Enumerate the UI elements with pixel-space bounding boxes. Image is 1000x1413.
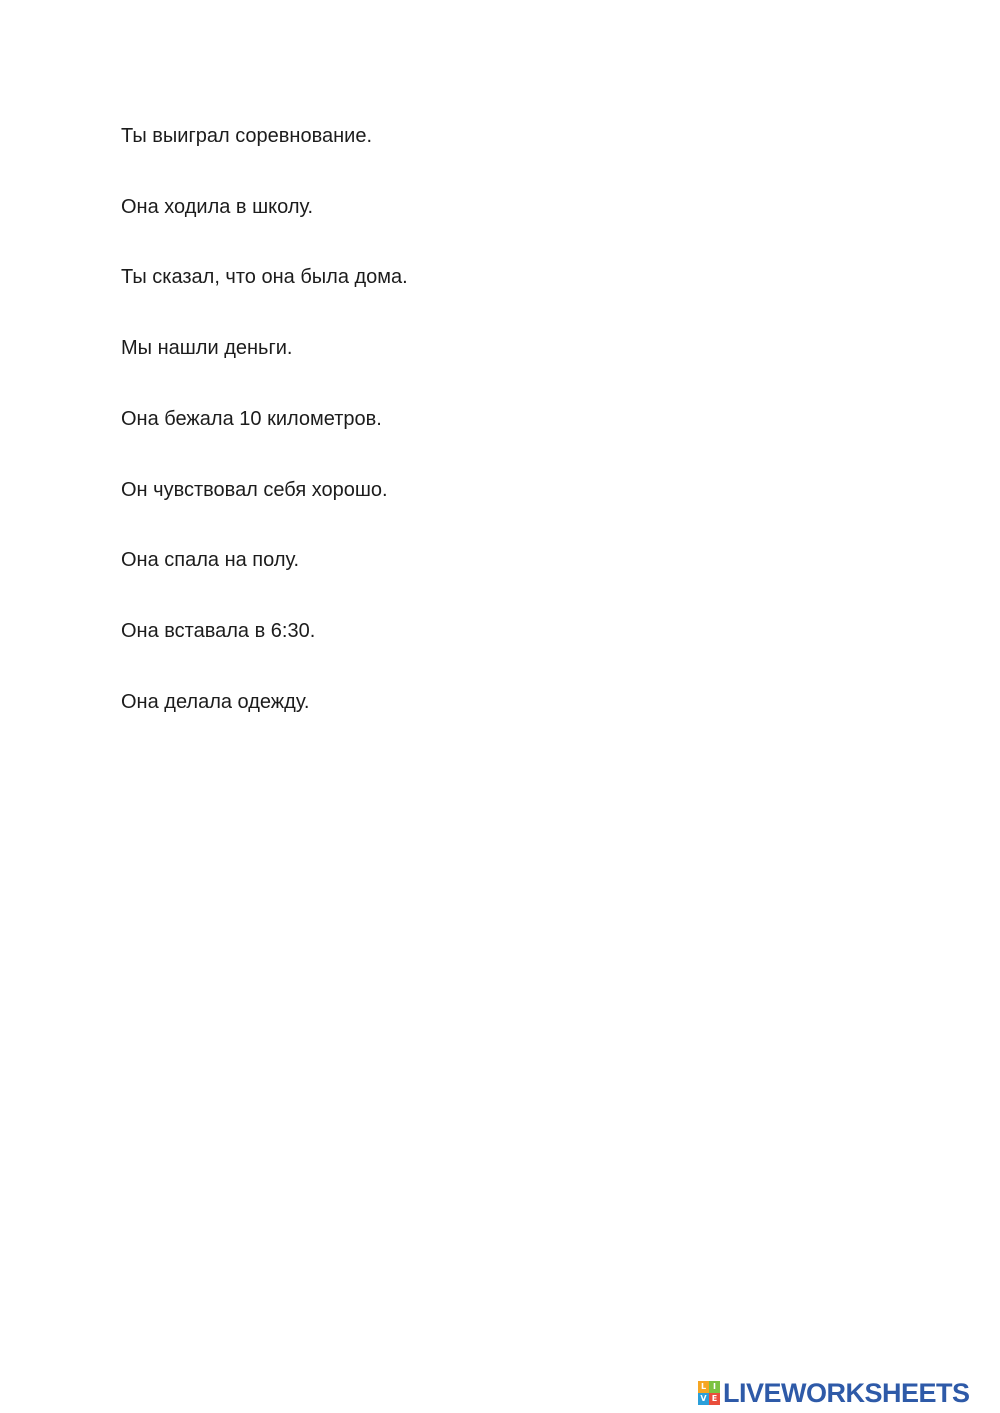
sentence-1: Ты выиграл соревнование. xyxy=(121,125,373,147)
sentence-6: Он чувствовал себя хорошо. xyxy=(121,479,388,501)
liveworksheets-brand xyxy=(698,1379,970,1407)
brand-name: LIVEWORKSHEETS xyxy=(723,1378,970,1408)
sentence-4: Мы нашли деньги. xyxy=(121,337,293,359)
sentence-5: Она бежала 10 километров. xyxy=(121,408,382,430)
sentence-8: Она вставала в 6:30. xyxy=(121,620,316,642)
sentence-9: Она делала одежду. xyxy=(121,691,310,713)
sentence-7: Она спала на полу. xyxy=(121,549,300,571)
liveworksheets-logo-icon: L I V E xyxy=(698,1381,720,1405)
sentence-2: Она ходила в школу. xyxy=(121,196,314,218)
sentence-3: Ты сказал, что она была дома. xyxy=(121,266,408,288)
